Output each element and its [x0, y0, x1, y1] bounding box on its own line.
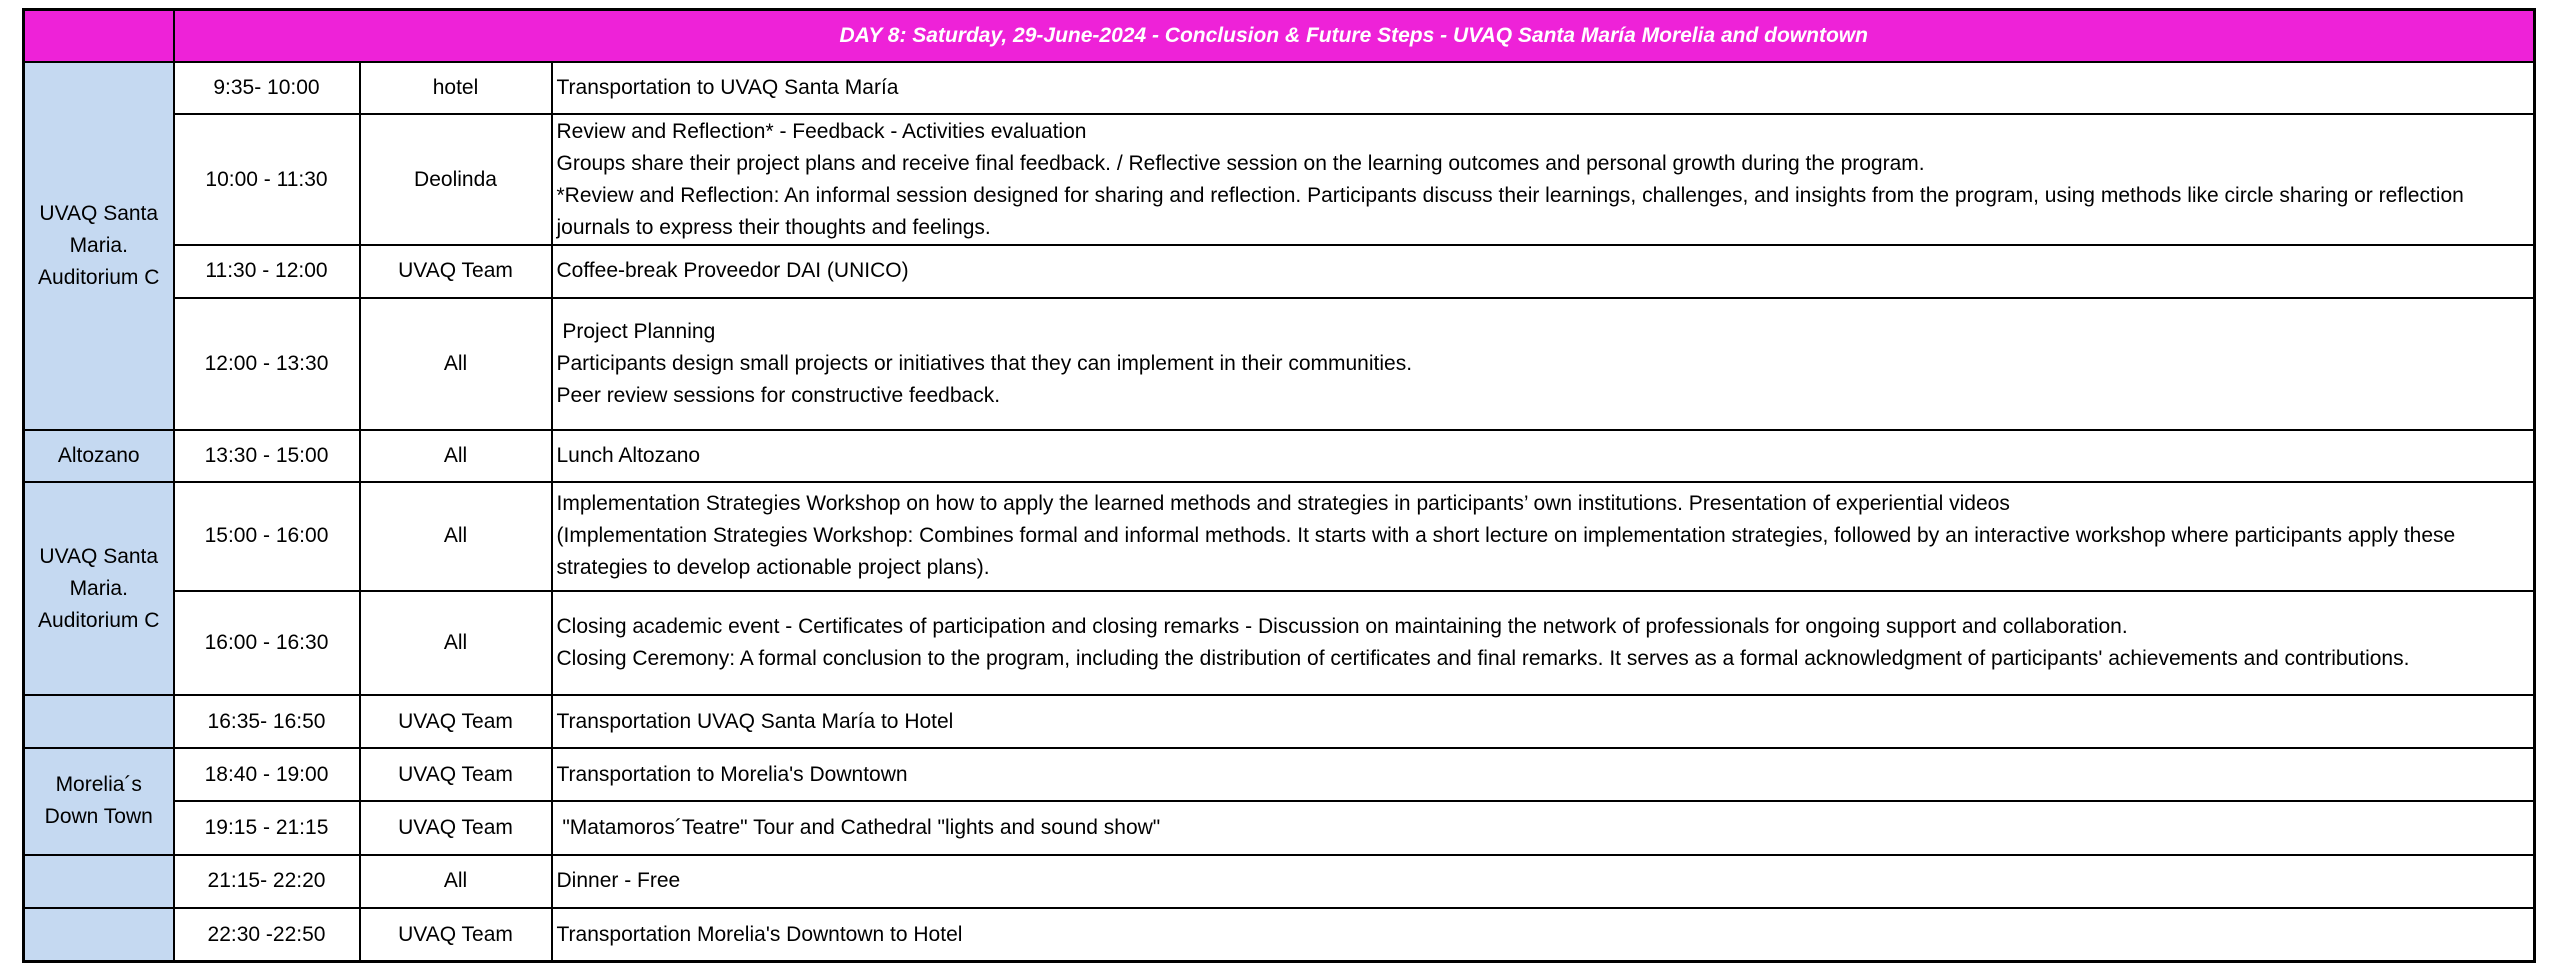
- activity-line: Review and Reflection* - Feedback - Activities evaluation: [556, 119, 1087, 143]
- table-row: [24, 801, 2535, 854]
- responsible-cell: UVAQ Team: [360, 695, 552, 747]
- table-row: [24, 482, 2535, 591]
- venue-cell-empty: [24, 908, 174, 961]
- activity-cell: [552, 482, 2535, 591]
- time-cell: 9:35- 10:00: [174, 62, 360, 114]
- venue-cell: UVAQ Santa Maria. Auditorium C: [24, 482, 174, 696]
- schedule-table: [22, 8, 2536, 963]
- activity-line: Project Planning: [556, 319, 716, 343]
- responsible-cell: UVAQ Team: [360, 245, 552, 297]
- table-row: [24, 855, 2535, 908]
- time-cell: 12:00 - 13:30: [174, 298, 360, 430]
- time-cell: 16:35- 16:50: [174, 695, 360, 747]
- table-row: [24, 591, 2535, 696]
- activity-line: Implementation Strategies Workshop on how to apply the learned methods and strategies in participants’ own institutions. Presentation of experiential videos: [556, 492, 2010, 516]
- responsible-cell: UVAQ Team: [360, 908, 552, 961]
- activity-line: Transportation to UVAQ Santa María: [556, 76, 899, 100]
- table-row: [24, 298, 2535, 430]
- responsible-cell: All: [360, 591, 552, 696]
- activity-line: Dinner - Free: [556, 869, 681, 893]
- venue-cell: UVAQ Santa Maria. Auditorium C: [24, 62, 174, 430]
- header-row: [24, 10, 2535, 62]
- time-cell: 10:00 - 11:30: [174, 114, 360, 245]
- activity-cell: [552, 591, 2535, 696]
- responsible-cell: hotel: [360, 62, 552, 114]
- activity-line: Transportation Morelia's Downtown to Hotel: [556, 922, 963, 946]
- activity-line: *Review and Reflection: An informal session designed for sharing and reflection. Participants discuss their learnings, challenges, and insights from the program, using methods like circle sharing or reflection journals to express their thoughts and feelings.: [556, 183, 2464, 239]
- time-cell: 19:15 - 21:15: [174, 801, 360, 854]
- activity-cell: [552, 62, 2535, 114]
- venue-cell: Morelia´s Down Town: [24, 748, 174, 855]
- time-cell: 18:40 - 19:00: [174, 748, 360, 801]
- activity-line: Lunch Altozano: [556, 443, 701, 467]
- responsible-cell: UVAQ Team: [360, 801, 552, 854]
- venue-cell-empty: [24, 855, 174, 908]
- header-corner-cell: [24, 10, 174, 62]
- activity-line: Groups share their project plans and receive final feedback. / Reflective session on the learning outcomes and personal growth during the program.: [556, 151, 1925, 175]
- table-row: [24, 748, 2535, 801]
- activity-cell: [552, 430, 2535, 482]
- table-row: [24, 430, 2535, 482]
- day-title: DAY 8: Saturday, 29-June-2024 - Conclusion & Future Steps - UVAQ Santa María Morelia and downtown: [174, 10, 2535, 62]
- activity-cell: [552, 908, 2535, 961]
- activity-line: (Implementation Strategies Workshop: Combines formal and informal methods. It starts with a short lecture on implementation strategies, followed by an interactive workshop where participants apply these strategies to develop actionable project plans).: [556, 524, 2456, 580]
- table-row: [24, 245, 2535, 297]
- activity-line: Peer review sessions for constructive feedback.: [556, 383, 1001, 407]
- time-cell: 21:15- 22:20: [174, 855, 360, 908]
- activity-cell: [552, 114, 2535, 245]
- activity-cell: [552, 855, 2535, 908]
- time-cell: 15:00 - 16:00: [174, 482, 360, 591]
- activity-line: Closing academic event - Certificates of participation and closing remarks - Discussion on maintaining the network of professionals for ongoing support and collaboration.: [556, 615, 2128, 639]
- activity-line: Coffee-break Proveedor DAI (UNICO): [556, 259, 909, 283]
- activity-line: Closing Ceremony: A formal conclusion to the program, including the distribution of certificates and final remarks. It serves as a formal acknowledgment of participants' achievements and contributions.: [556, 647, 2410, 671]
- responsible-cell: All: [360, 855, 552, 908]
- responsible-cell: All: [360, 298, 552, 430]
- activity-line: Transportation to Morelia's Downtown: [556, 762, 908, 786]
- table-row: [24, 908, 2535, 961]
- activity-line: Participants design small projects or initiatives that they can implement in their communities.: [556, 351, 1413, 375]
- time-cell: 16:00 - 16:30: [174, 591, 360, 696]
- table-row: [24, 62, 2535, 114]
- time-cell: 13:30 - 15:00: [174, 430, 360, 482]
- venue-cell: Altozano: [24, 430, 174, 482]
- responsible-cell: All: [360, 430, 552, 482]
- activity-cell: [552, 801, 2535, 854]
- responsible-cell: UVAQ Team: [360, 748, 552, 801]
- activity-cell: [552, 245, 2535, 297]
- responsible-cell: All: [360, 482, 552, 591]
- activity-cell: [552, 695, 2535, 747]
- responsible-cell: Deolinda: [360, 114, 552, 245]
- time-cell: 22:30 -22:50: [174, 908, 360, 961]
- venue-cell-empty: [24, 695, 174, 747]
- table-row: [24, 695, 2535, 747]
- activity-cell: [552, 298, 2535, 430]
- activity-line: Transportation UVAQ Santa María to Hotel: [556, 709, 954, 733]
- activity-cell: [552, 748, 2535, 801]
- table-row: [24, 114, 2535, 245]
- activity-line: "Matamoros´Teatre" Tour and Cathedral "lights and sound show": [556, 815, 1161, 839]
- time-cell: 11:30 - 12:00: [174, 245, 360, 297]
